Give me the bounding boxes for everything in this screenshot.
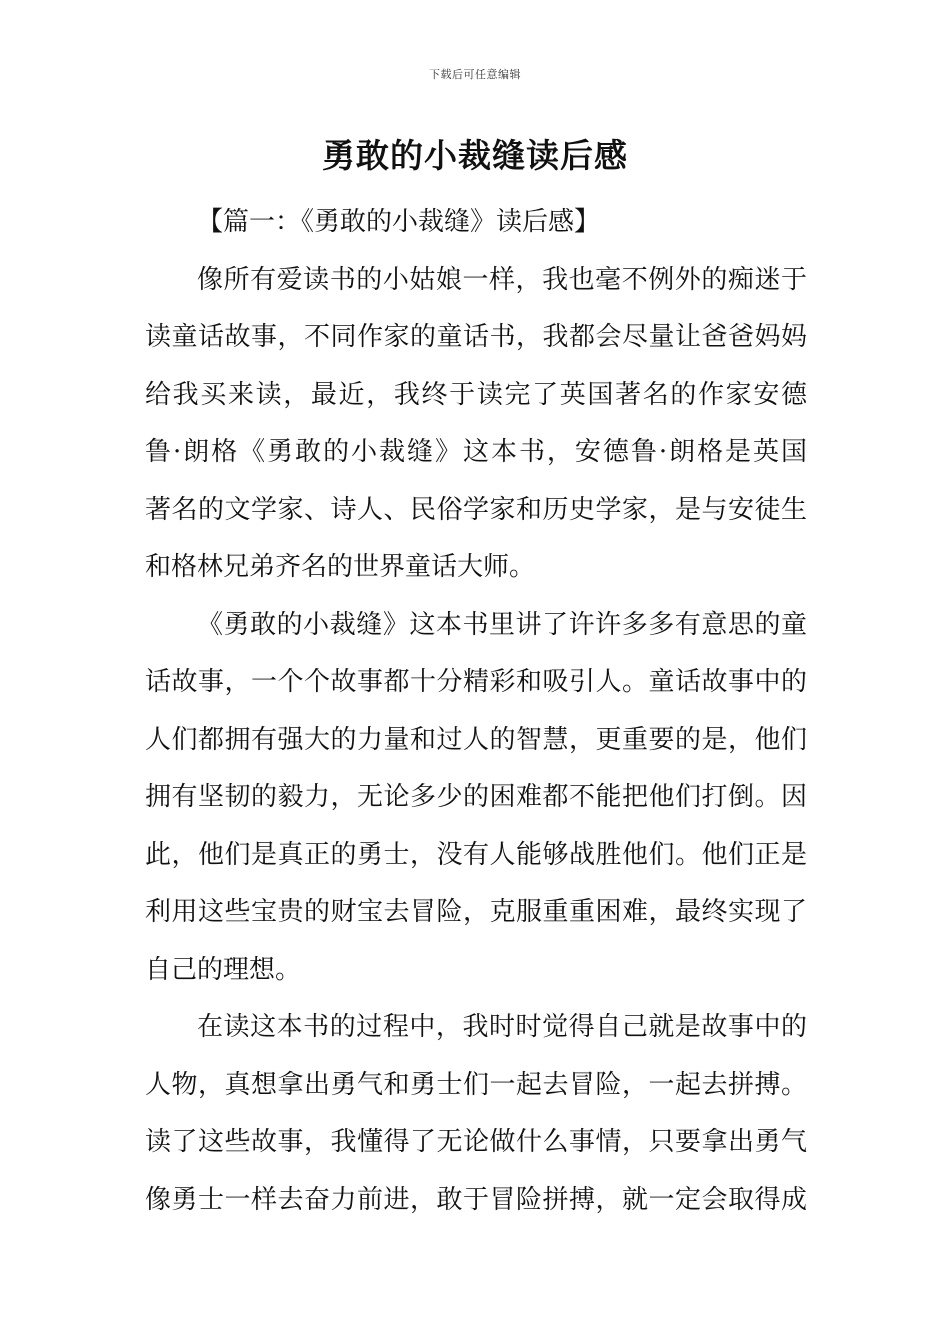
document-body	[145, 194, 807, 1229]
paragraph-2	[145, 597, 807, 1000]
paragraph-line: 读童话故事，不同作家的童话书，我都会尽量让爸爸妈妈	[145, 322, 807, 352]
paragraph-3	[145, 999, 807, 1229]
paragraph-line: 利用这些宝贵的财宝去冒险，克服重重困难，最终实现了	[145, 897, 807, 927]
section-heading: 【篇一：《勇敢的小裁缝》读后感】	[197, 207, 601, 237]
paragraph-line: 著名的文学家、诗人、民俗学家和历史学家，是与安徒生	[145, 494, 807, 525]
paragraph-line: 鲁·朗格《勇敢的小裁缝》这本书，安德鲁·朗格是英国	[145, 437, 807, 467]
paragraph-line: 自己的理想。	[145, 954, 302, 985]
paragraph-line: 读了这些故事，我懂得了无论做什么事情，只要拿出勇气	[145, 1127, 807, 1157]
paragraph-line: 给我买来读，最近，我终于读完了英国著名的作家安德	[145, 379, 807, 410]
paragraph-line: 像勇士一样去奋力前进，敢于冒险拼搏，就一定会取得成	[145, 1184, 807, 1215]
paragraph-line: 此，他们是真正的勇士，没有人能够战胜他们。他们正是	[145, 839, 807, 870]
paragraph-line: 人们都拥有强大的力量和过人的智慧，更重要的是，他们	[145, 724, 807, 755]
document-title: 勇敢的小裁缝读后感	[322, 136, 628, 175]
header-note: 下载后可任意编辑	[429, 68, 521, 81]
paragraph-line: 话故事，一个个故事都十分精彩和吸引人。童话故事中的	[145, 667, 807, 697]
paragraph-line: 和格林兄弟齐名的世界童话大师。	[145, 552, 536, 582]
paragraph-line: 拥有坚韧的毅力，无论多少的困难都不能把他们打倒。因	[145, 782, 807, 812]
paragraph-line: 在读这本书的过程中，我时时觉得自己就是故事中的	[197, 1012, 807, 1042]
paragraph-line: 像所有爱读书的小姑娘一样，我也毫不例外的痴迷于	[197, 264, 807, 295]
paragraph-1	[145, 252, 807, 597]
paragraph-line: 《勇敢的小裁缝》这本书里讲了许许多多有意思的童	[197, 609, 807, 640]
paragraph-line: 人物，真想拿出勇气和勇士们一起去冒险，一起去拼搏。	[145, 1069, 807, 1100]
